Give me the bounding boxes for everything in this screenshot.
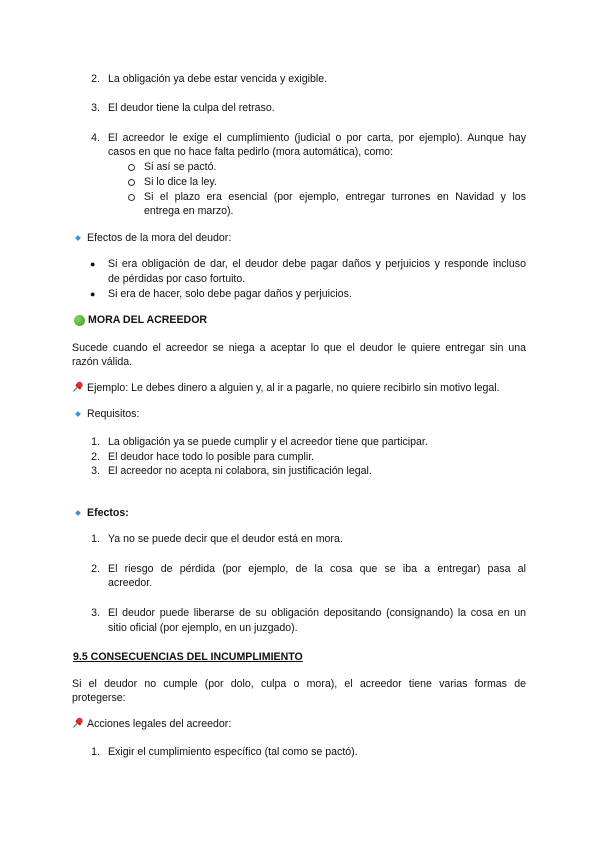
pushpin-icon [72, 717, 84, 729]
section-heading: MORA DEL ACREEDOR [88, 314, 208, 326]
list-item-text: La obligación ya se puede cumplir y el acreedor tiene que participar. [108, 436, 428, 448]
bullet-icon: ● [90, 259, 96, 269]
small-blue-diamond-icon [75, 510, 81, 516]
list-item-text: de pérdidas por caso fortuito. [108, 273, 246, 285]
list-number: 2. [91, 451, 100, 463]
list-item-text: sitio oficial (por ejemplo, en un juzgado). [108, 622, 298, 634]
section-label: Efectos de la mora del deudor: [87, 232, 232, 244]
list-number: 3. [91, 102, 100, 114]
sub-list-item: entrega en marzo). [144, 205, 234, 217]
list-item-text: Ya no se puede decir que el deudor está en mora. [108, 533, 343, 545]
list-number: 1. [91, 746, 100, 758]
section-label: Requisitos: [87, 408, 140, 420]
hollow-circle-bullet-icon [128, 194, 135, 201]
hollow-circle-bullet-icon [128, 179, 135, 186]
list-item-text: El deudor hace todo lo posible para cumplir. [108, 451, 315, 463]
section-heading: 9.5 CONSECUENCIAS DEL INCUMPLIMIENTO [73, 651, 303, 663]
list-item-text: Si era de hacer, solo debe pagar daños y perjuicios. [108, 288, 352, 300]
green-circle-icon [74, 315, 85, 326]
paragraph: razón válida. [72, 356, 133, 368]
list-item-text: acreedor. [108, 577, 153, 589]
list-item-text: El acreedor no acepta ni colabora, sin justificación legal. [108, 465, 372, 477]
list-item-text: casos en que no hace falta pedirlo (mora automática), como: [108, 146, 394, 158]
list-number: 4. [91, 132, 100, 144]
paragraph: Sucede cuando el acreedor se niega a aceptar lo que el deudor le quiere entregar sin una [72, 342, 526, 354]
list-item-text: El acreedor le exige el cumplimiento (judicial o por carta, por ejemplo). Aunque hay [108, 132, 526, 144]
section-label: Acciones legales del acreedor: [87, 718, 232, 730]
list-item-text: El deudor puede liberarse de su obligación depositando (consignando) la cosa en un [108, 607, 526, 619]
list-item-text: Si era obligación de dar, el deudor debe pagar daños y perjuicios y responde incluso [108, 258, 526, 270]
list-item-text: La obligación ya debe estar vencida y exigible. [108, 73, 328, 85]
list-number: 1. [91, 533, 100, 545]
list-item-text: El riesgo de pérdida (por ejemplo, de la cosa que se iba a entregar) pasa al [108, 563, 526, 575]
bullet-icon: ● [90, 289, 96, 299]
list-number: 1. [91, 436, 100, 448]
pushpin-icon [72, 381, 84, 393]
section-label: Efectos: [87, 507, 129, 519]
small-blue-diamond-icon [75, 235, 81, 241]
list-number: 3. [91, 607, 100, 619]
paragraph: protegerse: [72, 692, 126, 704]
paragraph: Si el deudor no cumple (por dolo, culpa o mora), el acreedor tiene varias formas de [72, 678, 526, 690]
hollow-circle-bullet-icon [128, 164, 135, 171]
sub-list-item: Si así se pactó. [144, 161, 217, 173]
list-item-text: El deudor tiene la culpa del retraso. [108, 102, 275, 114]
sub-list-item: Si lo dice la ley. [144, 176, 217, 188]
list-item-text: Exigir el cumplimiento específico (tal como se pactó). [108, 746, 358, 758]
small-blue-diamond-icon [75, 411, 81, 417]
list-number: 3. [91, 465, 100, 477]
example-text: Ejemplo: Le debes dinero a alguien y, al ir a pagarle, no quiere recibirlo sin motivo legal. [87, 382, 500, 394]
sub-list-item: Si el plazo era esencial (por ejemplo, entregar turrones en Navidad y los [144, 191, 526, 203]
list-number: 2. [91, 73, 100, 85]
list-number: 2. [91, 563, 100, 575]
